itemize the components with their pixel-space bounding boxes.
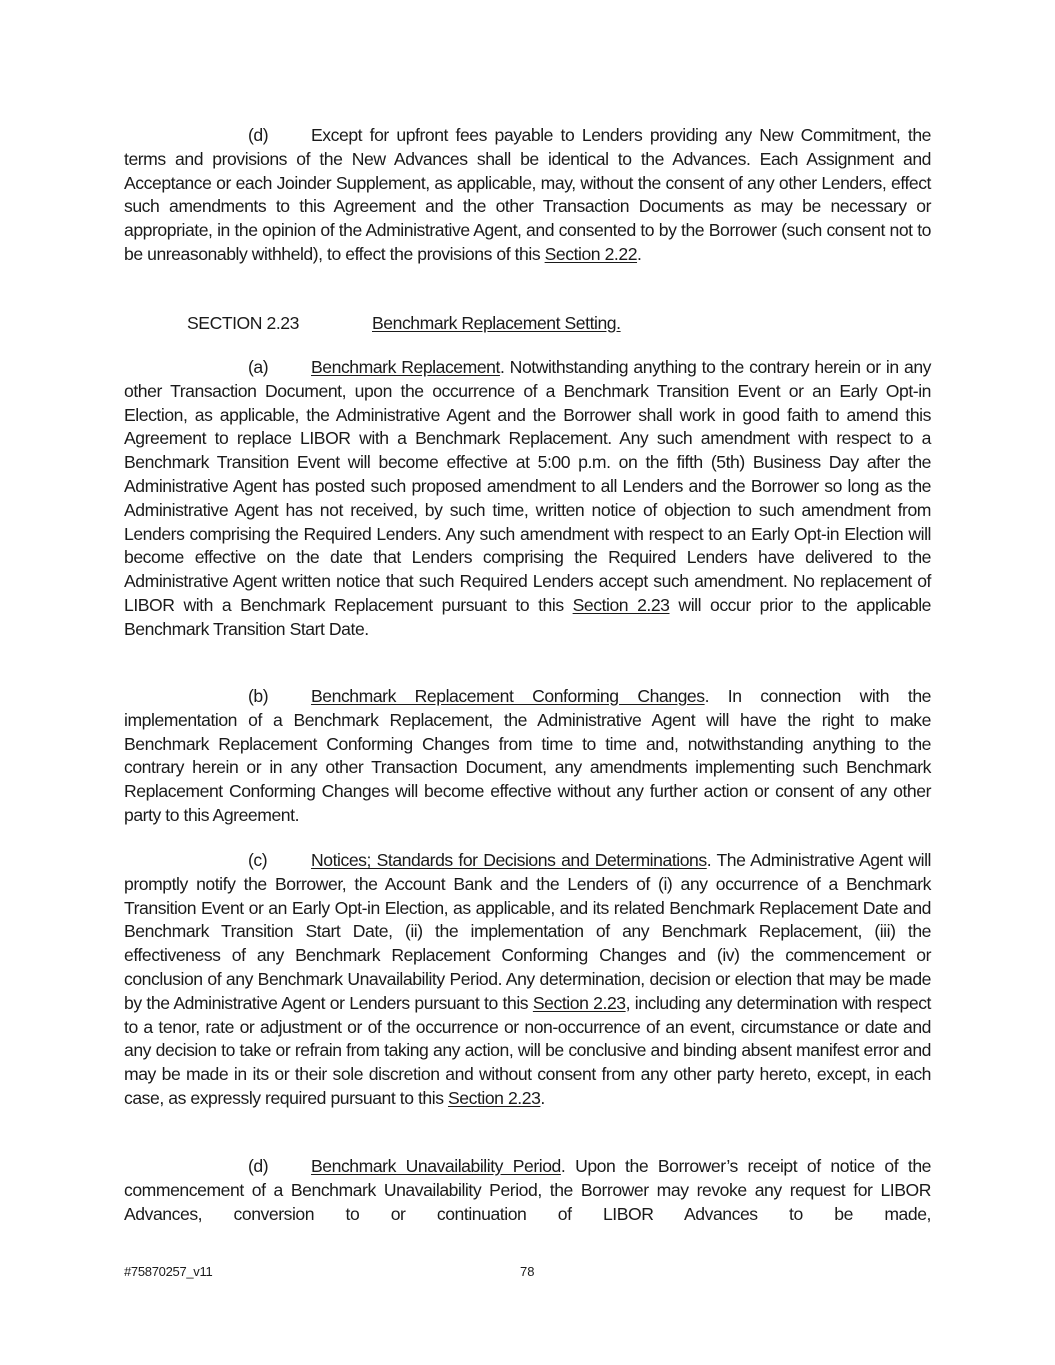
paragraph-2-23-a bbox=[124, 356, 931, 642]
paragraph-tail: . bbox=[637, 243, 642, 264]
paragraph-marker: (d) bbox=[248, 125, 269, 145]
section-number: SECTION 2.23 bbox=[187, 313, 299, 333]
section-heading bbox=[187, 311, 621, 335]
paragraph-text: . The Administrative Agent will promptly notify the Borrower, the Account Bank and the Lenders of (i) any occurrence of a Benchmark Transition Event or an Early Opt-in Election, as applicable, and its related Benchmark Replacement Date and Benchmark Transition Start Date, (ii) the implementation of any Benchmark Replacement, (iii) the effectiveness of any Benchmark Replacement Conforming Changes and (iv) the commencement or conclusion of any Benchmark Unavailability Period. Any determination, decision or election that may be made by the Administrative Agent or Lenders pursuant to this bbox=[124, 850, 931, 1013]
paragraph-heading: Benchmark Unavailability Period bbox=[311, 1156, 561, 1176]
paragraph-text: . In connection with the implementation of a Benchmark Replacement, the Administrative Agent will have the right to make Benchmark Replacement Conforming Changes from time to time and, notwithstanding anything to the contrary herein or in any other Transaction Document, any amendments implementing such Benchmark Replacement Conforming Changes will become effective without any further action or consent of any other party to this Agreement. bbox=[124, 686, 931, 825]
section-reference-link[interactable]: Section 2.22 bbox=[544, 243, 638, 264]
paragraph-marker: (b) bbox=[248, 686, 269, 706]
paragraph-text: Except for upfront fees payable to Lenders providing any New Commitment, the terms and provisions of the New Advances shall be identical to the Advances. Each Assignment and Acceptance or each Joinder Supplement, as applicable, may, without the consent of any other Lenders, effect such amendments to this Agreement and the other Transaction Documents as may be necessary or appropriate, in the opinion of the Administrative Agent, and consented to by the Borrower (such consent not to be unreasonably withheld), to effect the provisions of this bbox=[124, 125, 931, 264]
paragraph-text: . Notwithstanding anything to the contrary herein or in any other Transaction Document, upon the occurrence of a Benchmark Transition Event or an Early Opt-in Election, as applicable, the Administrative Agent and the Borrower shall work in good faith to amend this Agreement to replace LIBOR with a Benchmark Replacement. Any such amendment with respect to a Benchmark Transition Event will become effective at 5:00 p.m. on the fifth (5th) Business Day after the Administrative Agent has posted such proposed amendment to all Lenders and the Borrower so long as the Administrative Agent has not received, by such time, written notice of objection to such amendment from Lenders comprising the Required Lenders. Any such amendment with respect to an Early Opt-in Election will become effective on the date that Lenders comprising the Required Lenders have delivered to the Administrative Agent written notice that such Required Lenders accept such amendment. No replacement of LIBOR with a Benchmark Replacement pursuant to this bbox=[124, 357, 932, 615]
paragraph-2-23-d bbox=[124, 1155, 931, 1226]
paragraph-tail: . bbox=[540, 1087, 545, 1108]
section-reference-link[interactable]: Section 2.23 bbox=[532, 992, 626, 1013]
paragraph-marker: (d) bbox=[248, 1156, 269, 1176]
paragraph-text: , including any determination with respect to a tenor, rate or adjustment or of the occurrence or non-occurrence of an event, circumstance or date and any decision to take or refrain from taking any action, will be conclusive and binding absent manifest error and may be made in its or their sole discretion and without consent from any other party hereto, except, in each case, as expressly required pursuant to this bbox=[124, 992, 931, 1108]
paragraph-marker: (a) bbox=[248, 357, 269, 377]
section-reference-link[interactable]: Section 2.23 bbox=[447, 1087, 541, 1108]
footer-page-number: 78 bbox=[520, 1264, 535, 1279]
paragraph-text: . Upon the Borrower’s receipt of notice of the commencement of a Benchmark Unavailability Period, the Borrower may revoke any request for LIBOR Advances, conversion to or continuation of LIBOR Advances to be made, bbox=[124, 1156, 931, 1224]
paragraph-2-23-c bbox=[124, 849, 931, 1111]
paragraph-heading: Benchmark Replacement Conforming Changes bbox=[311, 686, 705, 706]
paragraph-2-23-b bbox=[124, 685, 931, 828]
paragraph-text: will occur prior to the applicable Benchmark Transition Start Date. bbox=[124, 594, 932, 639]
paragraph-heading: Benchmark Replacement bbox=[311, 357, 500, 377]
section-reference-link[interactable]: Section 2.23 bbox=[572, 594, 670, 615]
paragraph-2-22-d bbox=[124, 124, 931, 267]
section-title: Benchmark Replacement Setting. bbox=[372, 313, 621, 333]
footer-document-id: #75870257_v11 bbox=[124, 1264, 213, 1279]
paragraph-marker: (c) bbox=[248, 850, 268, 870]
paragraph-heading: Notices; Standards for Decisions and Determinations bbox=[311, 850, 707, 870]
